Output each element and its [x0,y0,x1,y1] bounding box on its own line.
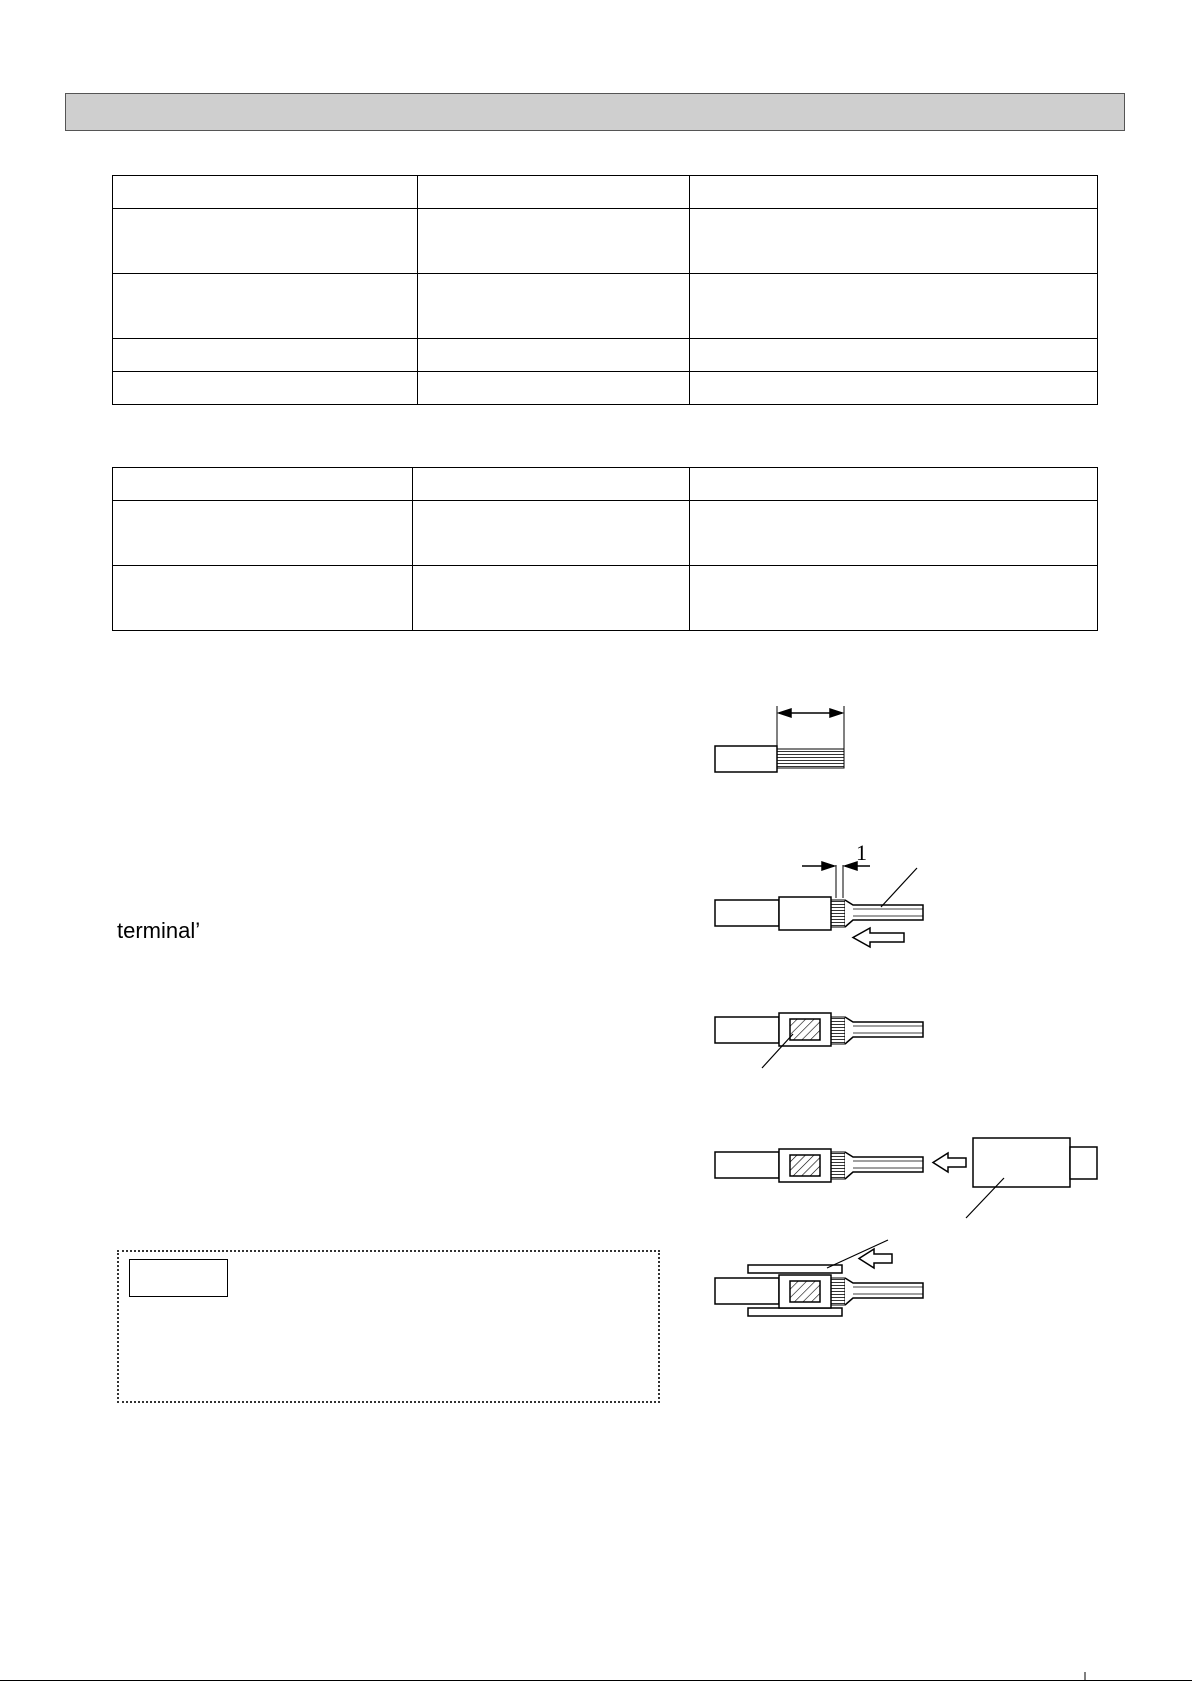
step-text-terminal: terminal’ [117,918,201,943]
footer-rule [0,1680,1192,1681]
figure-crimped-terminal [715,1013,923,1068]
figure-sleeve-installed [715,1240,923,1316]
dimension-label: 1 [856,840,867,865]
figure-insert-terminal [715,862,923,947]
figure-stripped-wire [715,706,844,772]
figure-sleeve-approach [715,1138,1097,1218]
